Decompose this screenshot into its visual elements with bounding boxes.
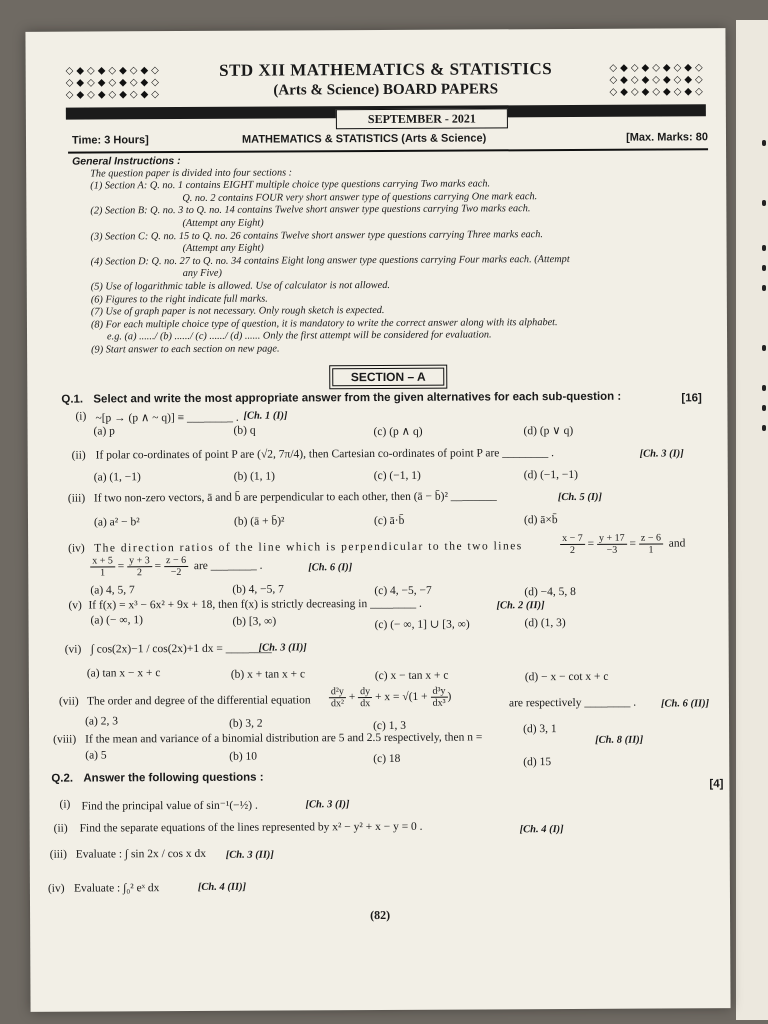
option-d: (d) 15 [523,756,552,769]
q2-item-text: Evaluate : ∫ sin 2x / cos x dx [75,847,207,861]
option-c: (c) (−1, 1) [373,469,421,483]
subq-tail: are respectively ________ . [508,696,637,710]
subq-text: If f(x) = x³ − 6x² + 9x + 18, then f(x) is strictly decreasing in ________ . [88,597,422,612]
option-b: (b) (ā + b̄)² [233,515,285,528]
paper-title [216,59,556,100]
option-a: (a) p [93,425,115,438]
q2-item-number: (iii) [49,848,68,861]
q2-item-number: (iv) [47,882,65,895]
differential-equation: $\frac{\text{d²y}}{\text{dx²}}$ + $\frac{dy}{dx}$ + x = √(1 + $\frac{\text{d³y}}{\text{dx³}}$ ) [330,685,452,710]
subq-text: If polar co-ordinates of point P are (√2, 7π/4), then Cartesian co-ordinates of point P are ________ . [95,447,555,462]
instruction-line: any Five) [182,268,222,280]
subq-text: The order and degree of the differential equation [86,694,311,708]
instruction-line: (Attempt any Eight) [182,217,264,229]
option-c: (c) (− ∞, 1] ∪ [3, ∞) [374,618,470,632]
q2-item-text: Evaluate : ∫₀² eˣ dx [73,882,160,895]
option-d: (d) ā×b̄ [523,514,558,527]
q2-text: Answer the following questions : [83,771,264,785]
option-c: (c) 1, 3 [373,719,407,733]
option-d: (d) 3, 1 [523,723,557,736]
subq-text: ∫ cos(2x)−1 / cos(2x)+1 dx = ________ [90,642,272,656]
chapter-ref: [Ch. 5 (I)] [557,491,602,504]
option-a: (a) (− ∞, 1) [90,614,143,627]
line-equation-1: $\frac{x - 7}{2}$ = $\frac{y + 17}{-3}$ = $\frac{z - 6}{1}$ and [562,532,686,556]
option-a: (a) 5 [85,749,107,762]
q1-label: Q.1. [61,393,84,406]
next-page-edge [736,20,768,1020]
option-b: (b) x + tan x + c [230,668,306,681]
subq-number: (iv) [68,542,85,555]
subject-label: MATHEMATICS & STATISTICS (Arts & Science) [241,132,487,146]
instructions-title: General Instructions : [72,155,181,168]
instruction-line: (7) Use of graph paper is not necessary. Only rough sketch is expected. [90,305,385,318]
title-line-2: (Arts & Science) BOARD PAPERS [273,81,499,99]
time-label: Time: 3 Hours] [71,134,149,147]
line-equation-2: $\frac{x + 5}{1}$ = $\frac{y + 3}{2}$ = $\frac{z - 6}{-2}$ are ________ . [92,555,263,579]
subq-number: (vi) [64,643,82,656]
subq-number: (viii) [53,733,77,746]
instruction-line: (8) For each multiple choice type of question, it is mandatory to write the correct answer along with its alphabet. [90,316,558,331]
instruction-line: (5) Use of logarithmic table is allowed. Use of calculator is not allowed. [90,279,390,293]
instruction-line: (9) Start answer to each section on new page. [91,343,280,356]
chapter-ref: [Ch. 3 (I)] [639,448,684,460]
option-b: (b) [3, ∞) [232,615,277,628]
subq-number: (i) [75,410,87,423]
instruction-line: (Attempt any Eight) [182,242,264,255]
q2-item-number: (i) [59,798,71,811]
diamond-ornament-left: ◇◆◇◆◇◆◇◆◇ ◇◆◇◆◇◆◇◆◇ ◇◆◇◆◇◆◇◆◇ [65,65,163,101]
option-d: (d) (p ∨ q) [523,424,574,438]
instruction-line: (2) Section B: Q. no. 3 to Q. no. 14 contains Twelve short answer type questions carrying Two marks each. [90,203,531,217]
q2-item-text: Find the separate equations of the lines represented by x² − y² + x − y = 0 . [79,820,423,835]
subq-number: (vii) [58,695,79,708]
option-c: (c) 4, −5, −7 [374,584,432,598]
q1-text: Select and write the most appropriate answer from the given alternatives for each sub-question : [93,390,622,406]
instruction-line: (1) Section A: Q. no. 1 contains EIGHT multiple choice type questions carrying Two marks each. [90,178,491,192]
exam-page [25,28,730,1012]
q2-item-number: (ii) [53,822,68,835]
chapter-ref: [Ch. 8 (II)] [595,734,644,746]
exam-month: SEPTEMBER - 2021 [336,108,508,129]
option-c: (c) (p ∧ q) [373,425,423,439]
option-b: (b) 4, −5, 7 [232,583,284,596]
chapter-ref: [Ch. 4 (II)] [197,881,247,893]
chapter-ref: [Ch. 1 (I)] [243,410,288,422]
q2-item-text: Find the principal value of sin⁻¹(−½) . [81,799,258,813]
q2-label: Q.2. [51,772,74,785]
chapter-ref: [Ch. 2 (II)] [496,600,545,612]
option-a: (a) 2, 3 [85,715,118,728]
option-d: (d) − x − cot x + c [524,670,609,684]
option-a: (a) a² − b² [93,516,140,529]
subq-text: The direction ratios of the line which is perpendicular to the two lines [94,540,523,555]
subq-number: (iii) [67,492,86,505]
option-c: (c) x − tan x + c [374,669,449,683]
chapter-ref: [Ch. 4 (I)] [519,824,564,836]
chapter-ref: [Ch. 6 (II)] [660,698,710,710]
chapter-ref: [Ch. 3 (II)] [258,642,307,654]
exam-meta [71,131,709,147]
q2-marks: [4] [709,778,724,791]
option-b: (b) 3, 2 [229,717,263,730]
instruction-line: The question paper is divided into four sections : [90,167,293,180]
section-a-heading: SECTION – A [332,368,444,387]
option-b: (b) 10 [229,750,258,763]
instruction-line: (3) Section C: Q. no. 15 to Q. no. 26 contains Twelve short answer type questions carrying Three marks each. [90,228,543,243]
subq-text: ~[p → (p ∧ ~ q)] ≡ ________ . [95,411,239,425]
max-marks-label: [Max. Marks: 80 [626,131,709,144]
option-c: (c) ā·b̄ [373,514,405,528]
chapter-ref: [Ch. 3 (I)] [305,799,350,811]
title-line-1: STD XII MATHEMATICS & STATISTICS [219,59,553,80]
option-b: (b) (1, 1) [233,470,276,483]
subq-number: (ii) [71,449,86,462]
instruction-line: (6) Figures to the right indicate full marks. [90,293,268,306]
chapter-ref: [Ch. 3 (II)] [225,849,274,861]
instruction-line: (4) Section D: Q. no. 27 to Q. no. 34 contains Eight long answer type questions carrying Four marks each. (Attempt [90,253,570,268]
instruction-line: e.g. (a) ....../ (b) ....../ (c) ....../ (d) ...... Only the first attempt will be considered for evaluation. [107,329,492,343]
diamond-ornament-right: ◇◆◇◆◇◆◇◆◇ ◇◆◇◆◇◆◇◆◇ ◇◆◇◆◇◆◇◆◇ [609,62,706,98]
subq-text: If the mean and variance of a binomial distribution are 5 and 2.5 respectively, then n = [85,731,483,746]
subq-number: (v) [68,599,82,612]
option-a: (a) tan x − x + c [86,667,161,680]
page-number: (82) [370,907,391,923]
q1-marks: [16] [681,392,702,405]
subq-text: If two non-zero vectors, ā and b̄ are perpendicular to each other, then (ā − b̄)² ________ [93,490,497,505]
option-c: (c) 18 [373,752,401,766]
general-instructions [72,152,713,357]
option-d: (d) (1, 3) [524,617,566,630]
option-d: (d) (−1, −1) [523,468,578,482]
option-b: (b) q [233,424,256,437]
option-a: (a) 4, 5, 7 [90,584,135,597]
option-a: (a) (1, −1) [93,471,141,484]
option-d: (d) −4, 5, 8 [524,585,576,599]
instruction-line: Q. no. 2 contains FOUR very short answer type of questions carrying One mark each. [182,190,538,204]
chapter-ref: [Ch. 6 (I)] [308,562,353,574]
